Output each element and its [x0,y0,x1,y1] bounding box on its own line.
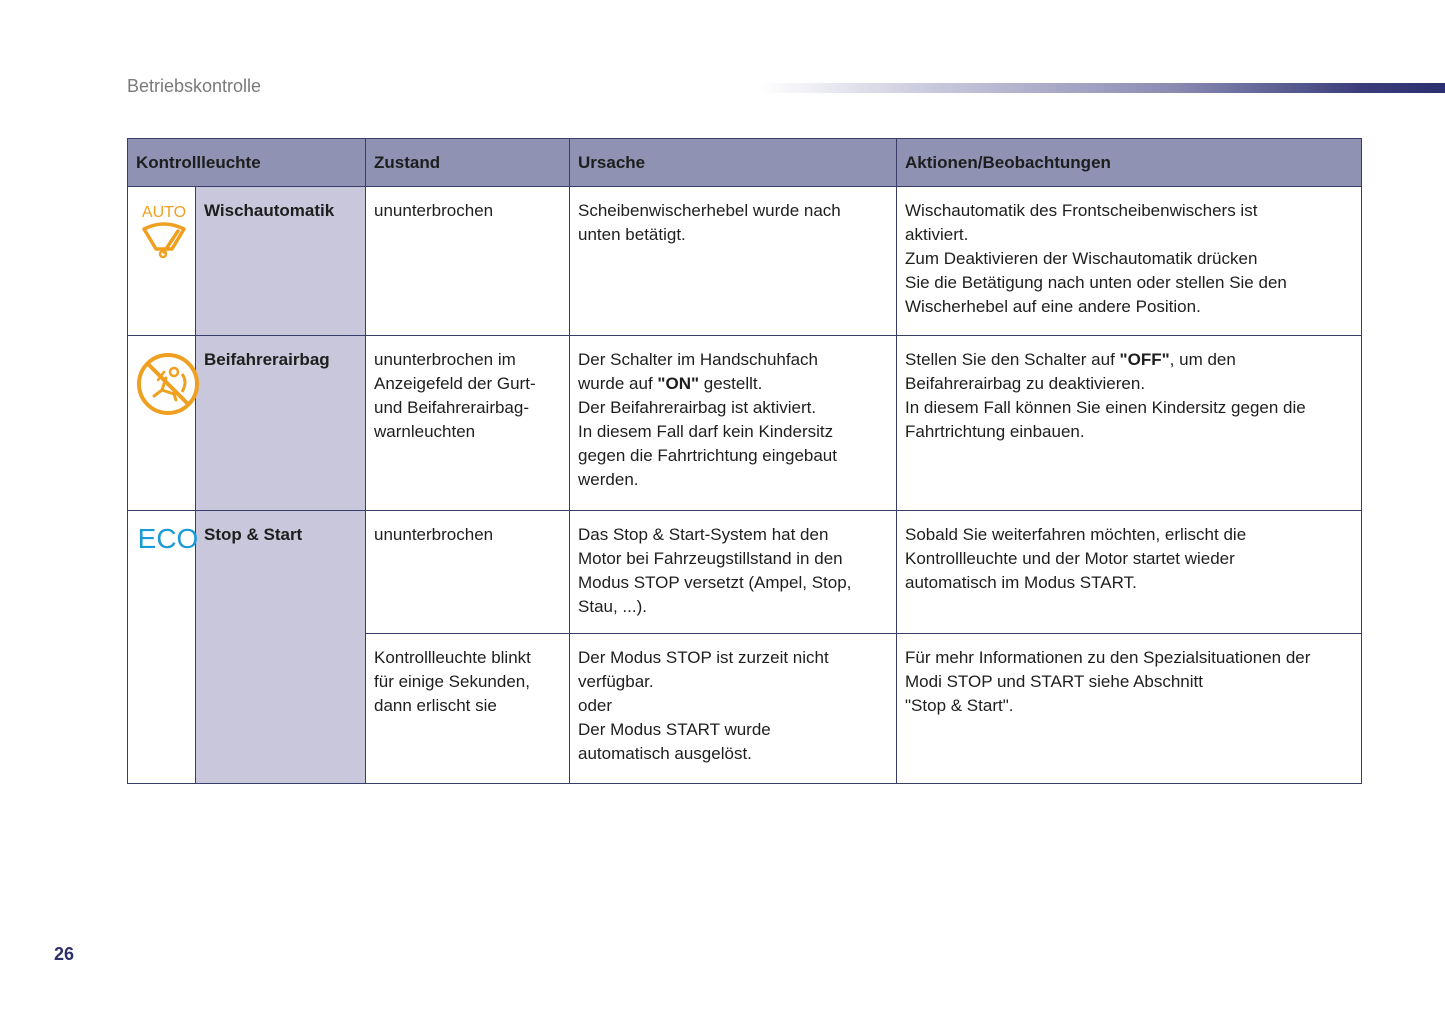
text-fragment: gestellt. [699,374,763,393]
text-line: Der Schalter im Handschuhfach [578,350,819,369]
text-line: automatisch im Modus START. [905,573,1137,592]
column-header: Kontrollleuchte [128,139,366,187]
actions-cell [897,187,1362,336]
column-header: Aktionen/Beobachtungen [897,139,1362,187]
table-row [128,187,1362,336]
column-header: Zustand [366,139,570,187]
actions-cell [897,634,1362,784]
text-line: Kontrollleuchte und der Motor startet wieder [905,549,1235,568]
state-cell [366,187,570,336]
text-line: unten betätigt. [578,225,686,244]
text-line: ununterbrochen [374,201,494,220]
text-line: für einige Sekunden, [374,672,530,691]
cause-cell [570,511,897,634]
indicator-name: Beifahrerairbag [196,336,366,511]
auto-wiper-icon [136,199,192,265]
text-line: gegen die Fahrtrichtung eingebaut [578,446,837,465]
text-line: Das Stop & Start-System hat den [578,525,829,544]
text-line: Für mehr Informationen zu den Spezialsituationen der [905,648,1311,667]
text-line: Anzeigefeld der Gurt- [374,374,536,393]
text-line: In diesem Fall darf kein Kindersitz [578,422,834,441]
text-line: dann erlischt sie [374,696,497,715]
text-line: Modi STOP und START siehe Abschnitt [905,672,1203,691]
text-line: Stau, ...). [578,597,647,616]
icon-cell [128,187,196,336]
text-line [905,348,1353,372]
icon-cell [128,336,196,511]
actions-cell [897,336,1362,511]
text-line: ununterbrochen [374,525,494,544]
text-line: Modus STOP versetzt (Ampel, Stop, [578,573,852,592]
table-row [128,336,1362,511]
text-line: Fahrtrichtung einbauen. [905,422,1085,441]
cause-cell [570,187,897,336]
text-line: ununterbrochen im [374,350,516,369]
text-line: Sobald Sie weiterfahren möchten, erlischt die [905,525,1247,544]
text-line: Wischautomatik des Frontscheibenwischers ist [905,201,1258,220]
text-fragment: , um den [1169,350,1236,369]
text-line: und Beifahrerairbag- [374,398,529,417]
indicator-name: Stop & Start [196,511,366,784]
text-line: werden. [578,470,639,489]
cause-cell [570,634,897,784]
state-cell [366,511,570,634]
indicator-name: Wischautomatik [196,187,366,336]
text-line: verfügbar. [578,672,654,691]
passenger-airbag-off-icon [136,352,200,416]
text-line: Beifahrerairbag zu deaktivieren. [905,374,1146,393]
text-line: oder [578,696,613,715]
section-title: Betriebskontrolle [127,76,262,96]
auto-wiper-icon-label: AUTO [141,204,187,221]
text-line: Der Beifahrerairbag ist aktiviert. [578,398,817,417]
cause-cell [570,336,897,511]
state-cell [366,634,570,784]
table-row [128,511,1362,634]
emphasis-off: "OFF" [1119,350,1170,369]
text-line: Der Modus STOP ist zurzeit nicht [578,648,829,667]
indicator-table [127,138,1362,784]
eco-icon-label: ECO [137,523,199,553]
text-line: Zum Deaktivieren der Wischautomatik drücken [905,249,1258,268]
text-fragment: Stellen Sie den Schalter auf [905,350,1120,369]
text-line [578,372,888,396]
eco-icon [136,523,200,553]
text-line: Motor bei Fahrzeugstillstand in den [578,549,843,568]
page-number: 26 [54,944,75,964]
table-header-row [128,139,1362,187]
text-line: Kontrollleuchte blinkt [374,648,531,667]
text-line: warnleuchten [374,422,476,441]
text-line: Sie die Betätigung nach unten oder stellen Sie den [905,273,1287,292]
text-line: aktiviert. [905,225,969,244]
actions-cell [897,511,1362,634]
text-line: In diesem Fall können Sie einen Kindersitz gegen die [905,398,1306,417]
text-line: automatisch ausgelöst. [578,744,752,763]
text-fragment: wurde auf [578,374,658,393]
text-line: Scheibenwischerhebel wurde nach [578,201,841,220]
icon-cell [128,511,199,784]
header-gradient-bar [760,83,1445,93]
text-line: Der Modus START wurde [578,720,771,739]
text-line: Wischerhebel auf eine andere Position. [905,297,1201,316]
emphasis-on: "ON" [657,374,700,393]
column-header: Ursache [570,139,897,187]
state-cell [366,336,570,511]
text-line: "Stop & Start". [905,696,1014,715]
